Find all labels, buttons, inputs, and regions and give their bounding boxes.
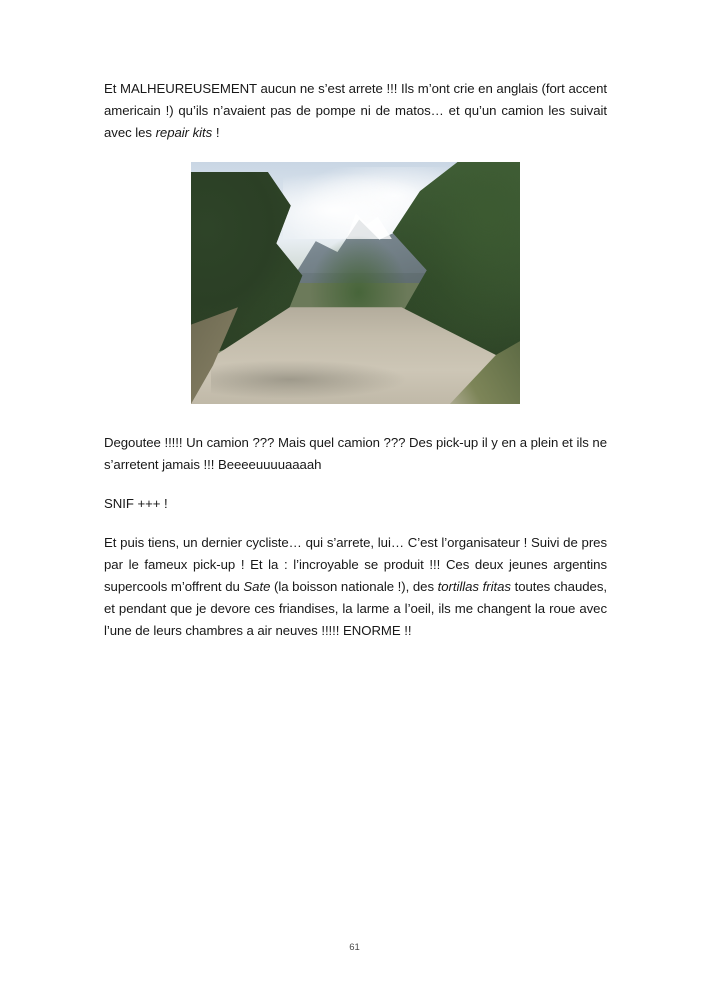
paragraph-1 xyxy=(104,78,607,144)
paragraph-1-run-3: ! xyxy=(212,125,220,140)
paragraph-1-run-1: Et MALHEUREUSEMENT aucun ne s’est arrete !!! Ils m’ont crie en anglais (fort accent americain !) qu’ils n’avaient pas de pompe ni de matos… et qu’un camion les suivait avec les xyxy=(104,81,607,140)
page-number: 61 xyxy=(349,942,360,953)
figure-road-photo xyxy=(104,162,607,404)
paragraph-4-run-3: (la boisson nationale !), des xyxy=(270,579,438,594)
page-body xyxy=(104,78,607,642)
paragraph-4-run-1: Et puis tiens, un dernier cycliste… qui s’arrete, lui… C’est l’organisateur ! Suivi de pres par le fameux pick-up ! Et la : l’incroyable se produit !!! Ces deux jeunes argentins supercools m’offrent du xyxy=(104,535,607,594)
paragraph-4 xyxy=(104,532,607,642)
paragraph-2: Degoutee !!!!! Un camion ??? Mais quel camion ??? Des pick-up il y en a plein et ils ne s’arretent jamais !!! Beeeeuuuuaaaah xyxy=(104,435,607,472)
paragraph-3: SNIF +++ ! xyxy=(104,496,168,511)
paragraph-4-run-5: toutes chaudes, et pendant que je devore ces friandises, la larme a l’oeil, ils me changent la roue avec l’une de leurs chambres a air neuves !!!!! ENORME !! xyxy=(104,579,607,638)
paragraph-4-run-2-italic: Sate xyxy=(243,579,271,594)
paragraph-1-run-2-italic: repair kits xyxy=(155,125,213,140)
photo-mountain-road xyxy=(191,162,520,404)
paragraph-4-run-4-italic: tortillas fritas xyxy=(437,579,511,594)
photo-road-shadow xyxy=(211,360,408,399)
